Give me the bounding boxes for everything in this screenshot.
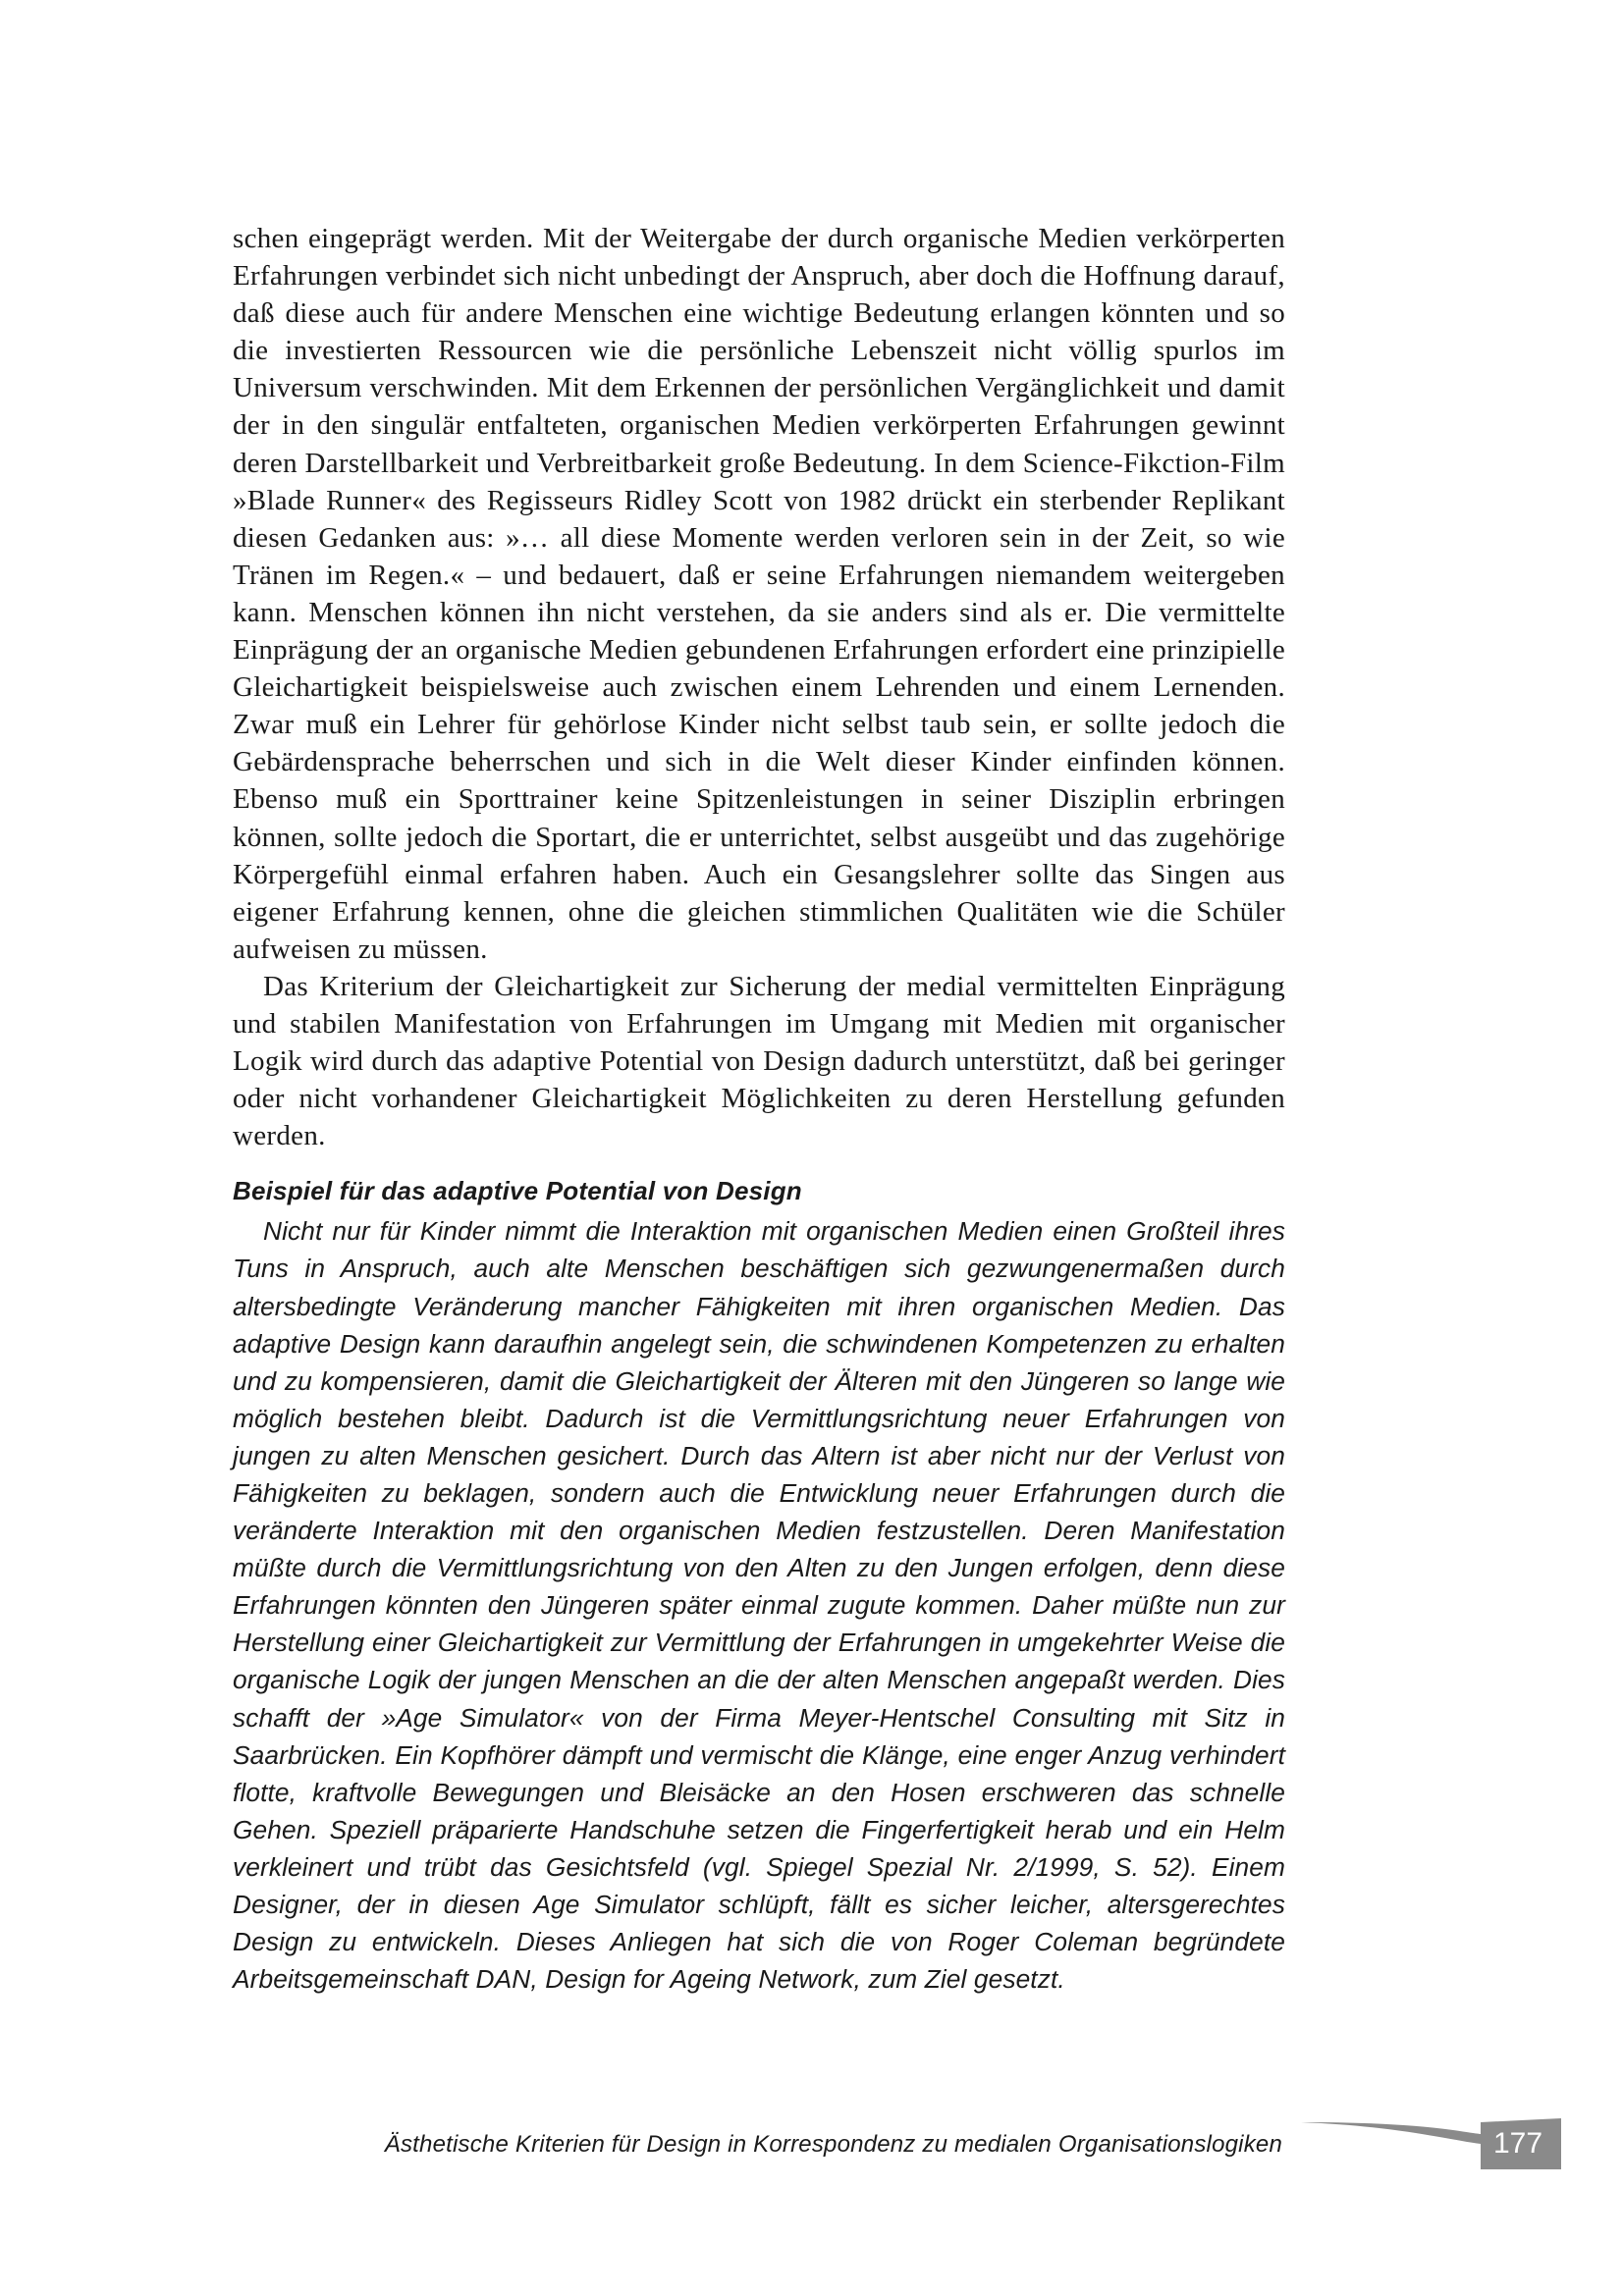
body-paragraph-2: Das Kriterium der Gleichartigkeit zur Sicherung der medial vermittelten Einprägung und stabilen Manifestation von Erfahrungen im Umgang mit Medien mit organischer Logik wird durch das adaptive Potential von Design dadurch unterstützt, daß bei geringer oder nicht vorhandener Gleichartigkeit Möglichkeiten zu deren Herstellung gefunden werden. (233, 970, 1285, 1152)
main-text-column (233, 220, 1285, 1998)
page-footer (0, 2118, 1623, 2169)
example-paragraph: Nicht nur für Kinder nimmt die Interaktion mit organischen Medien einen Großteil ihres Tuns in Anspruch, auch alte Menschen beschäftigen sich gezwungenermaßen durch altersbedingte Veränderung mancher Fähigkeiten mit ihren organischen Medien. Das adaptive Design kann daraufhin angelegt sein, die schwindenen Kompetenzen zu erhalten und zu kompensieren, damit die Gleichartigkeit der Älteren mit den Jüngeren so lange wie möglich bestehen bleibt. Dadurch ist die Vermittlungsrichtung neuer Erfahrungen von jungen zu alten Menschen gesichert. Durch das Altern ist aber nicht nur der Verlust von Fähigkeiten zu beklagen, sondern auch die Entwicklung neuer Erfahrungen durch die veränderte Interaktion mit den organischen Medien festzustellen. Deren Manifestation müßte durch die Vermittlungsrichtung von den Alten zu den Jungen erfolgen, denn diese Erfahrungen könnten den Jüngeren später einmal zugute kommen. Daher müßte nun zur Herstellung einer Gleichartigkeit zur Vermittlung der Erfahrungen in umgekehrter Weise die organische Logik der jungen Menschen an die der alten Menschen angepaßt werden. Dies schafft der »Age Simulator« von der Firma Meyer-Hentschel Consulting mit Sitz in Saarbrücken. Ein Kopfhörer dämpft und vermischt die Klänge, eine enger Anzug verhindert flotte, kraftvolle Bewegungen und Bleisäcke an den Hosen erschweren das schnelle Gehen. Speziell präparierte Handschuhe setzen die Fingerfertigkeit herab und ein Helm verkleinert und trübt das Gesichtsfeld (vgl. Spiegel Spezial Nr. 2/1999, S. 52). Einem Designer, der in diesen Age Simulator schlüpft, fällt es sicher leicher, altersgerechtes Design zu entwickeln. Dieses Anliegen hat sich die von Roger Coleman begründete Arbeitsgemeinschaft DAN, Design for Ageing Network, zum Ziel gesetzt. (233, 1216, 1285, 1995)
body-paragraph-1: schen eingeprägt werden. Mit der Weitergabe der durch organische Medien verkörperten Erfahrungen verbindet sich nicht unbedingt der Anspruch, aber doch die Hoffnung darauf, daß diese auch für andere Menschen eine wichtige Bedeutung erlangen könnten und so die investierten Ressourcen wie die persönliche Lebenszeit nicht völlig spurlos im Universum verschwinden. Mit dem Erkennen der persönlichen Vergänglichkeit und damit der in den singulär entfalteten, organischen Medien verkörperten Erfahrungen gewinnt deren Darstellbarkeit und Verbreitbarkeit große Bedeutung. In dem Science-Fikction-Film »Blade Runner« des Regisseurs Ridley Scott von 1982 drückt ein sterbender Replikant diesen Gedanken aus: »… all diese Momente werden verloren sein in der Zeit, so wie Tränen im Regen.« – und bedauert, daß er seine Erfahrungen niemandem weitergeben kann. Menschen können ihn nicht verstehen, da sie anders sind als er. Die vermittelte Einprägung der an organische Medien gebundenen Erfahrungen erfordert eine prinzipielle Gleichartigkeit beispielsweise auch zwischen einem Lehrenden und einem Lernenden. Zwar muß ein Lehrer für gehörlose Kinder nicht selbst taub sein, er sollte jedoch die Gebärdensprache beherrschen und sich in die Welt dieser Kinder einfinden können. Ebenso muß ein Sporttrainer keine Spitzenleistungen in seiner Disziplin erbringen können, sollte jedoch die Sportart, die er unterrichtet, selbst ausgeübt und das zugehörige Körpergefühl einmal erfahren haben. Auch ein Gesangslehrer sollte das Singen aus eigener Erfahrung kennen, ohne die gleichen stimmlichen Qualitäten wie die Schüler aufweisen zu müssen. (233, 223, 1285, 965)
running-title: Ästhetische Kriterien für Design in Korrespondenz zu medialen Organisationslogiken (384, 2131, 1282, 2158)
page-number: 177 (1492, 2127, 1543, 2160)
section-heading: Beispiel für das adaptive Potential von Design (233, 1176, 802, 1206)
